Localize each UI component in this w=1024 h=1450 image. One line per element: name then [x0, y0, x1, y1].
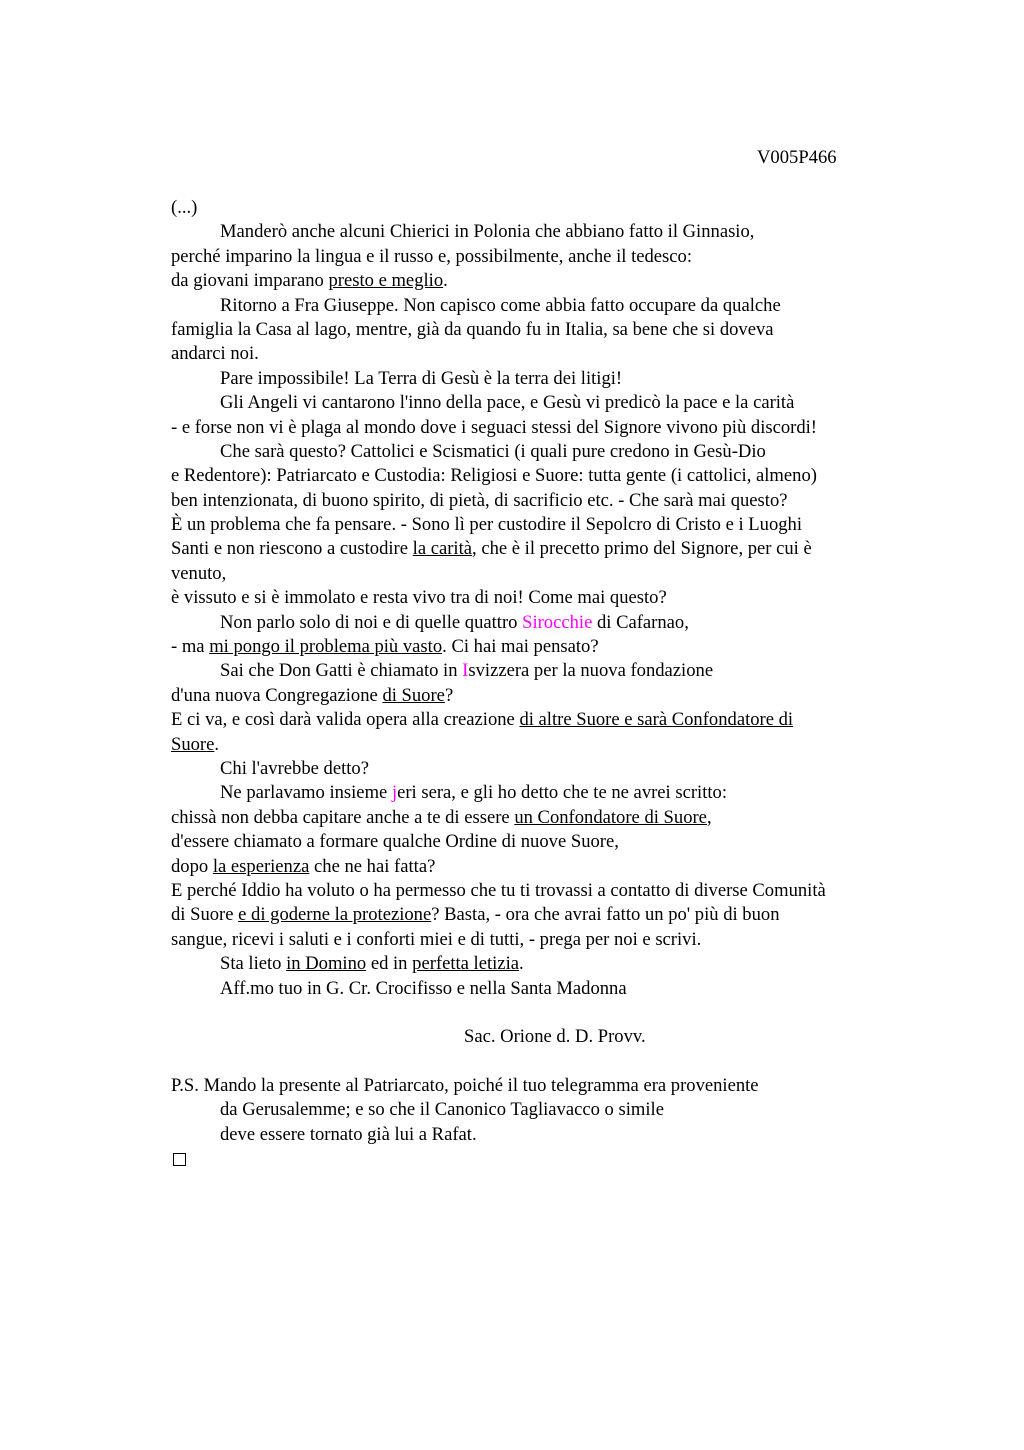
- text-line: È un problema che fa pensare. - Sono lì per custodire il Sepolcro di Cristo e i Luoghi: [171, 514, 802, 536]
- text-line: (...): [171, 197, 198, 218]
- text-line: [171, 708, 931, 732]
- underlined-text: perfetta letizia: [412, 953, 519, 975]
- text-line: E perché Iddio ha voluto o ha permesso che tu ti trovassi a contatto di diverse Comunità: [171, 879, 826, 901]
- text-line: è vissuto e si è immolato e resta vivo tra di noi! Come mai questo?: [171, 587, 667, 609]
- text-line: [171, 903, 931, 927]
- text-line: d'essere chiamato a formare qualche Ordine di nuove Suore,: [171, 831, 619, 853]
- text-run: Ne parlavamo insieme: [220, 782, 392, 804]
- postscript-line: P.S. Mando la presente al Patriarcato, poiché il tuo telegramma era proveniente: [171, 1075, 759, 1097]
- highlighted-text: Sirocchie: [522, 611, 593, 633]
- page-id: V005P466: [757, 147, 837, 168]
- text-line: Ritorno a Fra Giuseppe. Non capisco come abbia fatto occupare da qualche: [220, 294, 781, 316]
- underlined-text: di Suore: [382, 684, 445, 706]
- text-run: Sai che Don Gatti è chiamato in: [220, 660, 463, 682]
- text-run: chissà non debba capitare anche a te di essere: [171, 806, 515, 828]
- underlined-text: in Domino: [286, 953, 367, 975]
- text-run: Non parlo solo di noi e di quelle quattro: [220, 611, 523, 633]
- text-line: [171, 269, 931, 293]
- postscript-line: da Gerusalemme; e so che il Canonico Tagliavacco o simile: [220, 1099, 664, 1121]
- text-run: ? Basta, - ora che avrai fatto un po' più di buon: [431, 904, 780, 926]
- text-line: [171, 733, 931, 757]
- text-line: venuto,: [171, 562, 227, 584]
- letter-body: [171, 196, 931, 1172]
- text-line: [171, 537, 931, 561]
- text-line: Che sarà questo? Cattolici e Scismatici (i quali pure credono in Gesù-Dio: [220, 440, 766, 462]
- text-run: ed in: [366, 953, 413, 975]
- text-run: E ci va, e così darà valida opera alla creazione: [171, 709, 520, 731]
- text-run: ,: [706, 806, 712, 828]
- closing-line: Aff.mo tuo in G. Cr. Crocifisso e nella Santa Madonna: [220, 977, 627, 999]
- signature: Sac. Orione d. D. Provv.: [464, 1026, 646, 1048]
- text-run: da giovani imparano: [171, 270, 329, 292]
- text-run: .: [443, 270, 448, 292]
- underlined-text: presto e meglio: [328, 270, 444, 292]
- end-marker: [171, 1147, 931, 1171]
- underlined-text: di altre Suore e sarà Confondatore di: [519, 709, 794, 731]
- text-line: [171, 952, 931, 976]
- underlined-text: la esperienza: [212, 855, 310, 877]
- text-line: Gli Angeli vi cantarono l'inno della pace, e Gesù vi predicò la pace e la carità: [220, 392, 795, 414]
- text-run: ?: [444, 684, 454, 706]
- spacer: [171, 1050, 931, 1074]
- postscript-line: deve essere tornato già lui a Rafat.: [220, 1123, 477, 1145]
- text-line: andarci noi.: [171, 343, 259, 365]
- text-line: [171, 684, 931, 708]
- text-run: di Suore: [171, 904, 239, 926]
- text-line: [171, 659, 931, 683]
- text-line: - e forse non vi è plaga al mondo dove i seguaci stessi del Signore vivono più discordi!: [171, 416, 817, 438]
- text-line: ben intenzionata, di buono spirito, di pietà, di sacrificio etc. - Che sarà mai questo?: [171, 489, 788, 511]
- underlined-text: la carità: [412, 538, 473, 560]
- text-run: Santi e non riescono a custodire: [171, 538, 413, 560]
- text-run: .: [214, 733, 220, 755]
- text-run: - ma: [171, 636, 210, 658]
- text-line: perché imparino la lingua e il russo e, possibilmente, anche il tedesco:: [171, 245, 692, 267]
- checkbox-square-icon: [173, 1153, 186, 1166]
- highlighted-text: j: [391, 782, 398, 804]
- underlined-text: mi pongo il problema più vasto: [209, 636, 443, 658]
- highlighted-text: I: [462, 660, 469, 682]
- underlined-text: e di goderne la protezione: [238, 904, 432, 926]
- spacer: [171, 1001, 931, 1025]
- text-run: , che è il precetto primo del Signore, per cui è: [472, 538, 812, 560]
- text-line: [171, 806, 931, 830]
- text-line: Chi l'avrebbe detto?: [220, 757, 369, 779]
- text-run: d'una nuova Congregazione: [171, 684, 383, 706]
- text-line: e Redentore): Patriarcato e Custodia: Religiosi e Suore: tutta gente (i cattolici, almeno): [171, 465, 817, 487]
- text-run: Sta lieto: [220, 953, 287, 975]
- text-line: [171, 635, 931, 659]
- text-run: svizzera per la nuova fondazione: [468, 660, 714, 682]
- text-line: [171, 781, 931, 805]
- text-line: sangue, ricevi i saluti e i conforti miei e di tutti, - prega per noi e scrivi.: [171, 928, 702, 950]
- underlined-text: Suore: [171, 733, 215, 755]
- text-line: [171, 611, 931, 635]
- text-line: famiglia la Casa al lago, mentre, già da quando fu in Italia, sa bene che si doveva: [171, 318, 774, 340]
- text-line: Manderò anche alcuni Chierici in Polonia che abbiano fatto il Ginnasio,: [220, 221, 755, 243]
- text-run: eri sera, e gli ho detto che te ne avrei scritto:: [397, 782, 728, 804]
- text-run: dopo: [171, 855, 213, 877]
- text-run: . Ci hai mai pensato?: [442, 636, 599, 658]
- text-run: che ne hai fatta?: [309, 855, 436, 877]
- text-line: Pare impossibile! La Terra di Gesù è la terra dei litigi!: [220, 367, 623, 389]
- underlined-text: un Confondatore di Suore: [514, 806, 707, 828]
- text-run: di Cafarnao,: [592, 611, 689, 633]
- text-line: [171, 855, 931, 879]
- text-run: .: [518, 953, 524, 975]
